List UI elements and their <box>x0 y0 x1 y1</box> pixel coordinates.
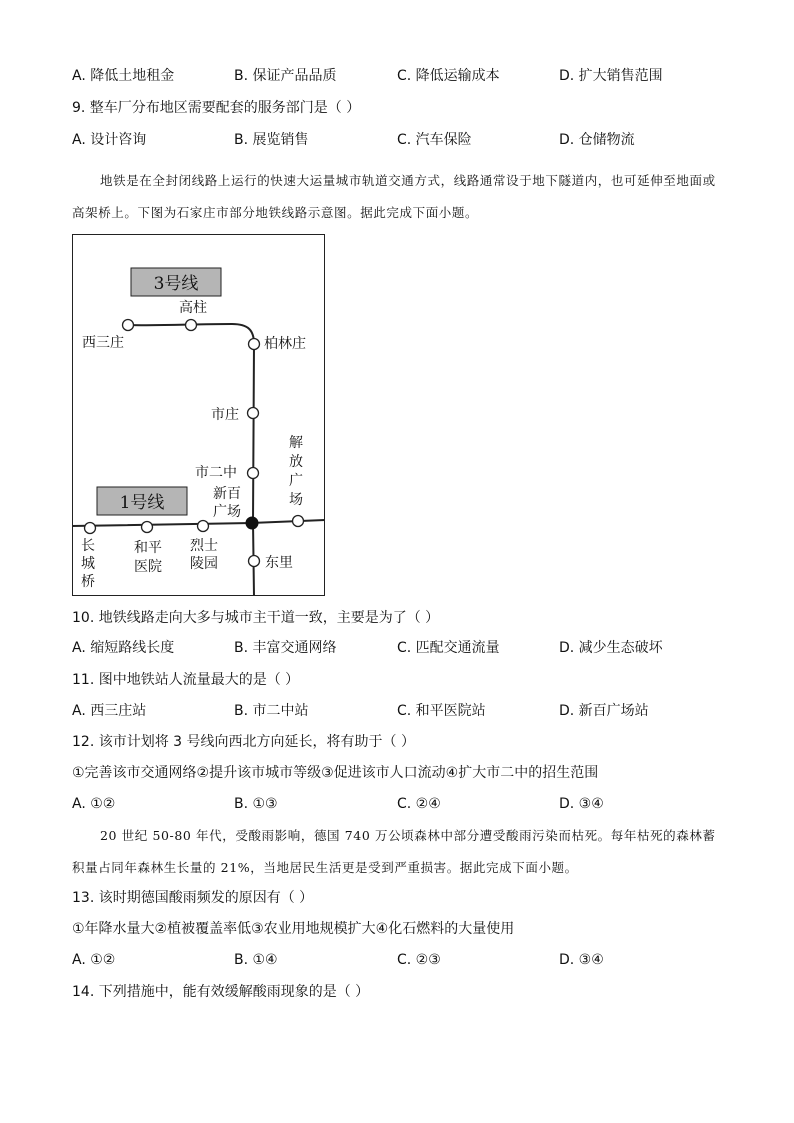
line1-label <box>97 487 187 515</box>
station-hepingyiyuan-marker <box>142 522 153 533</box>
q9-option-c: C. 汽车保险 <box>397 132 472 148</box>
q11-stem: 11. 图中地铁站人流量最大的是（ ） <box>72 672 300 688</box>
station-jiefangguangchang-label-2: 放 <box>289 454 303 470</box>
q13-options <box>72 950 732 970</box>
station-changchengqiao-label-1: 长 <box>81 538 95 554</box>
q9-options <box>72 130 732 150</box>
q12-stem: 12. 该市计划将 3 号线向西北方向延长，将有助于（ ） <box>72 734 415 750</box>
q9-option-b: B. 展览销售 <box>234 132 309 148</box>
q12-choices: ①完善该市交通网络②提升该市城市等级③促进该市人口流动④扩大市二中的招生范围 <box>72 765 599 781</box>
station-dongli-label: 东里 <box>265 555 293 571</box>
station-changchengqiao-marker <box>85 523 96 534</box>
q10-stem: 10. 地铁线路走向大多与城市主干道一致，主要是为了（ ） <box>72 610 440 626</box>
q12-option-b: B. ①③ <box>234 796 278 812</box>
q8-option-b: B. 保证产品品质 <box>234 68 337 84</box>
station-hepingyiyuan-label-1: 和平 <box>134 540 162 556</box>
passage-subway: 地铁是在全封闭线路上运行的快速大运量城市轨道交通方式，线路通常设于地下隧道内，也可延伸至地面或高架桥上。下图为石家庄市部分地铁线路示意图。据此完成下面小题。 <box>72 173 716 220</box>
q9-stem: 9. 整车厂分布地区需要配套的服务部门是（ ） <box>72 100 361 116</box>
svg-text:3号线: 3号线 <box>153 274 199 294</box>
station-gaozhu-marker <box>186 320 197 331</box>
q13-option-c: C. ②③ <box>397 952 441 968</box>
q10-options <box>72 638 732 658</box>
q14-stem: 14. 下列措施中，能有效缓解酸雨现象的是（ ） <box>72 984 370 1000</box>
station-changchengqiao-label-2: 城 <box>81 556 95 572</box>
station-changchengqiao-label-3: 桥 <box>81 574 95 590</box>
q8-options <box>72 66 732 86</box>
passage-acid-rain: 20 世纪 50-80 年代，受酸雨影响，德国 740 万公顷森林中部分遭受酸雨污染而枯死。每年枯死的森林蓄积量占同年森林生长量的 21%，当地居民生活更是受到严重损害。据此完成下面小题。 <box>72 828 716 875</box>
q12-option-c: C. ②④ <box>397 796 441 812</box>
station-jiefangguangchang-label-4: 场 <box>289 492 303 508</box>
station-dongli-marker <box>249 556 260 567</box>
q13-option-d: D. ③④ <box>559 952 604 968</box>
q10-option-a: A. 缩短路线长度 <box>72 640 175 656</box>
q10-option-c: C. 匹配交通流量 <box>397 640 500 656</box>
svg-text:1号线: 1号线 <box>119 493 165 513</box>
station-shizhuang-label: 市庄 <box>211 407 239 423</box>
station-shizhuang-marker <box>248 408 259 419</box>
station-xinbaiguangchang-label-1: 新百 <box>213 486 241 502</box>
station-shierzhong-label: 市二中 <box>195 465 237 481</box>
q10-option-b: B. 丰富交通网络 <box>234 640 337 656</box>
station-jiefangguangchang-label-3: 广 <box>289 473 303 489</box>
station-xinbaiguangchang-marker <box>246 517 258 529</box>
station-xisanzhuang-marker <box>123 320 134 331</box>
station-hepingyiyuan-label-2: 医院 <box>134 559 162 575</box>
line3-label <box>131 268 221 296</box>
q13-stem: 13. 该时期德国酸雨频发的原因有（ ） <box>72 890 314 906</box>
station-lieshilingyuan-label-2: 陵园 <box>190 556 218 572</box>
station-gaozhu-label: 高柱 <box>179 300 207 316</box>
q11-option-d: D. 新百广场站 <box>559 703 649 719</box>
q9-option-d: D. 仓储物流 <box>559 132 635 148</box>
q11-option-b: B. 市二中站 <box>234 703 309 719</box>
q11-option-c: C. 和平医院站 <box>397 703 486 719</box>
q8-option-c: C. 降低运输成本 <box>397 68 500 84</box>
station-lieshilingyuan-marker <box>198 521 209 532</box>
q12-options <box>72 794 732 814</box>
station-lieshilingyuan-label-1: 烈士 <box>190 538 218 554</box>
station-shierzhong-marker <box>248 468 259 479</box>
q13-choices: ①年降水量大②植被覆盖率低③农业用地规模扩大④化石燃料的大量使用 <box>72 921 515 937</box>
q10-option-d: D. 减少生态破坏 <box>559 640 663 656</box>
q13-option-a: A. ①② <box>72 952 116 968</box>
q12-option-a: A. ①② <box>72 796 116 812</box>
station-jiefangguangchang-label-1: 解 <box>289 435 303 451</box>
q11-options <box>72 701 732 721</box>
q13-option-b: B. ①④ <box>234 952 278 968</box>
station-xisanzhuang-label: 西三庄 <box>82 335 124 351</box>
q9-option-a: A. 设计咨询 <box>72 132 147 148</box>
subway-map <box>72 234 325 596</box>
station-xinbaiguangchang-label-2: 广场 <box>213 504 241 520</box>
q8-option-d: D. 扩大销售范围 <box>559 68 663 84</box>
q8-option-a: A. 降低土地租金 <box>72 68 175 84</box>
station-jiefangguangchang-marker <box>293 516 304 527</box>
q12-option-d: D. ③④ <box>559 796 604 812</box>
station-bolinzhuang-marker <box>249 339 260 350</box>
station-bolinzhuang-label: 柏林庄 <box>264 336 306 352</box>
q11-option-a: A. 西三庄站 <box>72 703 147 719</box>
